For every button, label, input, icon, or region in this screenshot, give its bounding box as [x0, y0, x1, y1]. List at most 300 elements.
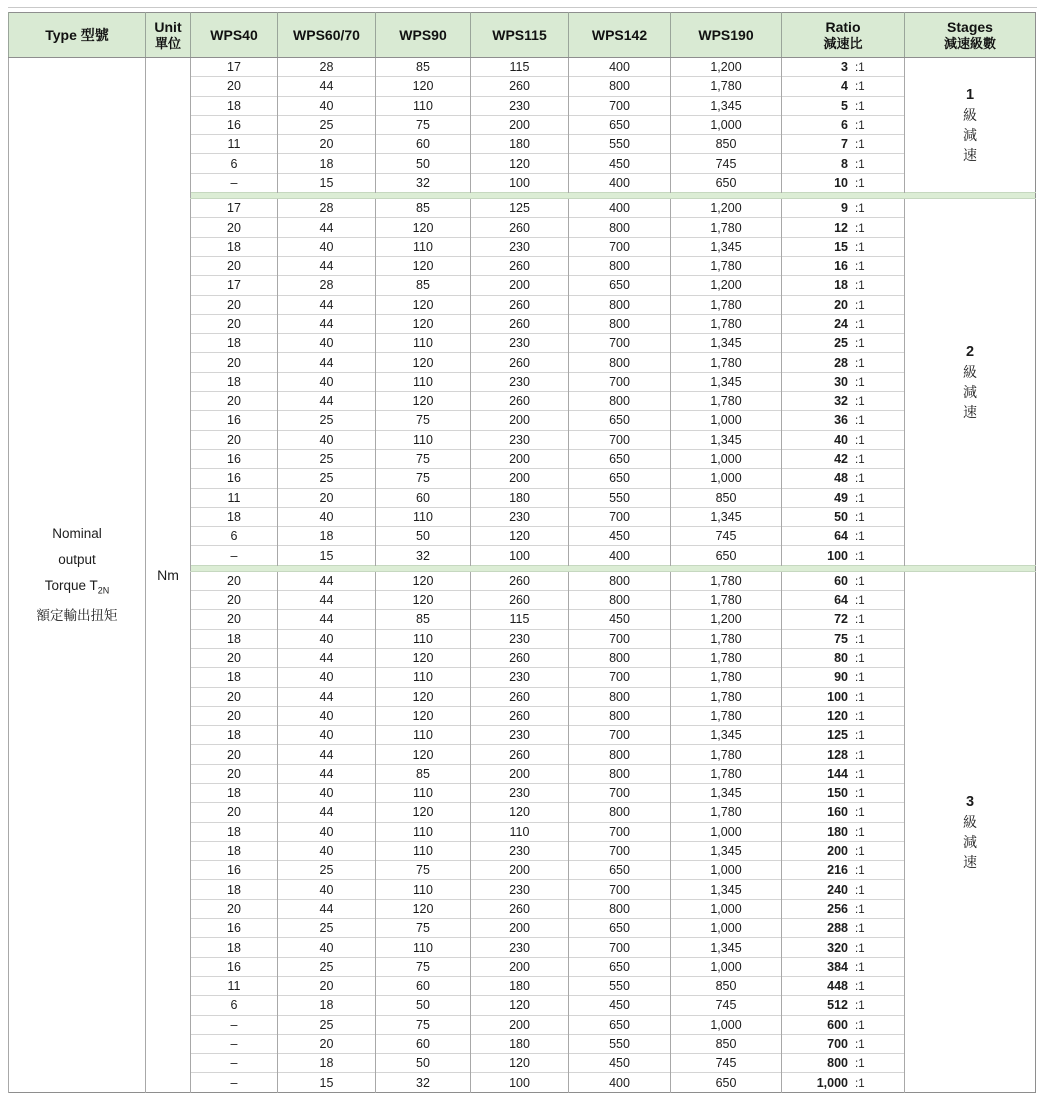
- ratio-value: 25: [834, 336, 848, 351]
- cell-wps40: 16: [191, 449, 278, 468]
- stage-char: 減: [963, 833, 977, 850]
- cell-wps60-70: 40: [278, 430, 376, 449]
- cell-wps90: 75: [376, 861, 471, 880]
- cell-wps40: 16: [191, 957, 278, 976]
- cell-wps142: 650: [569, 469, 671, 488]
- cell-wps142: 450: [569, 610, 671, 629]
- cell-ratio: [782, 745, 905, 764]
- cell-wps60-70: 15: [278, 173, 376, 192]
- cell-wps60-70: 40: [278, 96, 376, 115]
- cell-wps142: 450: [569, 154, 671, 173]
- cell-ratio: [782, 822, 905, 841]
- cell-wps190: 1,345: [671, 430, 782, 449]
- cell-ratio: [782, 392, 905, 411]
- cell-wps142: 800: [569, 353, 671, 372]
- cell-wps40: 16: [191, 411, 278, 430]
- cell-wps115: 200: [471, 411, 569, 430]
- cell-wps142: 800: [569, 314, 671, 333]
- ratio-suffix: :1: [855, 81, 865, 94]
- cell-wps40: 20: [191, 899, 278, 918]
- cell-wps40: 20: [191, 353, 278, 372]
- ratio-value: 9: [841, 201, 848, 216]
- cell-wps60-70: 44: [278, 392, 376, 411]
- ratio-suffix: :1: [855, 749, 865, 762]
- cell-wps190: 1,780: [671, 687, 782, 706]
- cell-wps90: 120: [376, 899, 471, 918]
- cell-wps142: 700: [569, 726, 671, 745]
- cell-wps90: 110: [376, 507, 471, 526]
- cell-wps60-70: 28: [278, 276, 376, 295]
- cell-ratio: [782, 115, 905, 134]
- cell-wps40: 18: [191, 668, 278, 687]
- cell-wps60-70: 40: [278, 237, 376, 256]
- ratio-value: 24: [834, 317, 848, 331]
- cell-ratio: [782, 648, 905, 667]
- cell-wps115: 260: [471, 899, 569, 918]
- ratio-suffix: :1: [855, 768, 865, 781]
- cell-wps60-70: 25: [278, 411, 376, 430]
- cell-wps115: 260: [471, 571, 569, 590]
- cell-ratio: [782, 919, 905, 938]
- ratio-suffix: :1: [855, 614, 865, 627]
- cell-wps90: 120: [376, 295, 471, 314]
- ratio-value: 80: [834, 651, 848, 666]
- column-header-wps90-label: WPS90: [399, 26, 447, 43]
- cell-wps40: 18: [191, 334, 278, 353]
- cell-wps142: 800: [569, 571, 671, 590]
- cell-wps142: 400: [569, 173, 671, 192]
- cell-wps142: 650: [569, 957, 671, 976]
- cell-wps142: 800: [569, 687, 671, 706]
- cell-wps142: 400: [569, 546, 671, 565]
- cell-wps60-70: 25: [278, 1015, 376, 1034]
- cell-wps142: 650: [569, 919, 671, 938]
- cell-wps190: 1,200: [671, 276, 782, 295]
- cell-wps40: –: [191, 1015, 278, 1034]
- stage-char: 速: [963, 403, 977, 420]
- cell-wps190: 1,200: [671, 58, 782, 77]
- cell-ratio: [782, 571, 905, 590]
- cell-wps60-70: 40: [278, 334, 376, 353]
- ratio-value: 28: [834, 355, 848, 370]
- ratio-suffix: :1: [855, 981, 865, 994]
- ratio-suffix: :1: [855, 511, 865, 524]
- cell-wps142: 650: [569, 115, 671, 134]
- cell-wps142: 800: [569, 745, 671, 764]
- stage-cell-2: [905, 199, 1036, 566]
- cell-wps60-70: 44: [278, 687, 376, 706]
- cell-wps60-70: 18: [278, 996, 376, 1015]
- column-header-wps60-70: [278, 13, 376, 58]
- cell-wps90: 75: [376, 469, 471, 488]
- cell-ratio: [782, 938, 905, 957]
- cell-wps142: 650: [569, 861, 671, 880]
- ratio-suffix: :1: [855, 865, 865, 878]
- cell-ratio: [782, 546, 905, 565]
- cell-wps115: 180: [471, 488, 569, 507]
- ratio-value: 800: [827, 1056, 848, 1071]
- cell-wps90: 85: [376, 199, 471, 218]
- cell-wps190: 850: [671, 1034, 782, 1053]
- ratio-suffix: :1: [855, 1038, 865, 1051]
- cell-wps115: 260: [471, 392, 569, 411]
- cell-wps40: 18: [191, 938, 278, 957]
- ratio-suffix: :1: [855, 788, 865, 801]
- cell-ratio: [782, 591, 905, 610]
- cell-wps60-70: 28: [278, 199, 376, 218]
- ratio-value: 512: [827, 998, 848, 1013]
- cell-wps190: 1,780: [671, 668, 782, 687]
- cell-wps40: 20: [191, 706, 278, 725]
- cell-wps115: 260: [471, 218, 569, 237]
- cell-wps90: 60: [376, 135, 471, 154]
- cell-wps90: 120: [376, 571, 471, 590]
- ratio-value: 50: [834, 509, 848, 524]
- cell-wps60-70: 20: [278, 488, 376, 507]
- ratio-suffix: :1: [855, 903, 865, 916]
- ratio-suffix: :1: [855, 884, 865, 897]
- ratio-value: 12: [834, 220, 848, 235]
- ratio-value: 42: [834, 452, 848, 467]
- cell-wps142: 650: [569, 411, 671, 430]
- cell-wps60-70: 15: [278, 1073, 376, 1092]
- cell-wps190: 850: [671, 135, 782, 154]
- cell-ratio: [782, 449, 905, 468]
- cell-wps40: –: [191, 173, 278, 192]
- column-header-ratio-label-zh: 減速比: [823, 35, 863, 51]
- cell-wps115: 200: [471, 919, 569, 938]
- ratio-suffix: :1: [855, 942, 865, 955]
- cell-wps60-70: 25: [278, 919, 376, 938]
- cell-ratio: [782, 629, 905, 648]
- cell-wps40: 18: [191, 629, 278, 648]
- cell-wps142: 650: [569, 1015, 671, 1034]
- cell-wps90: 110: [376, 726, 471, 745]
- ratio-suffix: :1: [855, 653, 865, 666]
- cell-wps90: 120: [376, 648, 471, 667]
- cell-wps40: 18: [191, 880, 278, 899]
- ratio-suffix: :1: [855, 1077, 865, 1090]
- cell-wps60-70: 15: [278, 546, 376, 565]
- cell-wps40: 20: [191, 591, 278, 610]
- ratio-suffix: :1: [855, 454, 865, 467]
- ratio-suffix: :1: [855, 62, 865, 75]
- cell-wps40: –: [191, 1054, 278, 1073]
- cell-wps142: 550: [569, 488, 671, 507]
- cell-wps40: 20: [191, 764, 278, 783]
- cell-wps142: 700: [569, 430, 671, 449]
- ratio-suffix: :1: [855, 280, 865, 293]
- cell-wps60-70: 44: [278, 899, 376, 918]
- row-header-nominal-output-torque: [9, 58, 146, 1093]
- cell-wps60-70: 18: [278, 154, 376, 173]
- ratio-suffix: :1: [855, 730, 865, 743]
- ratio-value: 100: [827, 689, 848, 704]
- cell-wps60-70: 25: [278, 957, 376, 976]
- ratio-suffix: :1: [855, 923, 865, 936]
- ratio-suffix: :1: [855, 299, 865, 312]
- cell-wps90: 50: [376, 527, 471, 546]
- cell-wps142: 800: [569, 764, 671, 783]
- ratio-suffix: :1: [855, 550, 865, 563]
- ratio-value: 256: [827, 901, 848, 916]
- cell-wps90: 120: [376, 706, 471, 725]
- cell-wps90: 85: [376, 58, 471, 77]
- column-header-wps190-label: WPS190: [698, 26, 754, 43]
- cell-wps40: 17: [191, 276, 278, 295]
- cell-wps115: 230: [471, 938, 569, 957]
- cell-wps90: 85: [376, 764, 471, 783]
- cell-wps142: 800: [569, 706, 671, 725]
- cell-wps190: 1,345: [671, 726, 782, 745]
- ratio-value: 20: [834, 297, 848, 312]
- ratio-value: 60: [834, 573, 848, 588]
- cell-wps115: 260: [471, 687, 569, 706]
- stage-char: 級: [963, 363, 977, 380]
- ratio-value: 4: [841, 79, 848, 94]
- cell-ratio: [782, 610, 905, 629]
- cell-wps142: 800: [569, 803, 671, 822]
- ratio-value: 40: [834, 432, 848, 447]
- cell-wps115: 120: [471, 1054, 569, 1073]
- cell-wps190: 1,200: [671, 610, 782, 629]
- cell-wps190: 1,000: [671, 1015, 782, 1034]
- cell-ratio: [782, 372, 905, 391]
- cell-wps90: 110: [376, 96, 471, 115]
- ratio-suffix: :1: [855, 473, 865, 486]
- cell-wps115: 200: [471, 1015, 569, 1034]
- cell-wps40: 16: [191, 469, 278, 488]
- cell-wps60-70: 40: [278, 629, 376, 648]
- cell-wps142: 700: [569, 237, 671, 256]
- cell-wps90: 85: [376, 276, 471, 295]
- cell-wps40: 20: [191, 295, 278, 314]
- cell-wps90: 60: [376, 1034, 471, 1053]
- cell-wps90: 110: [376, 822, 471, 841]
- cell-wps90: 120: [376, 77, 471, 96]
- cell-wps90: 75: [376, 115, 471, 134]
- ratio-suffix: :1: [855, 415, 865, 428]
- cell-wps142: 800: [569, 295, 671, 314]
- column-header-wps115: [471, 13, 569, 58]
- cell-ratio: [782, 488, 905, 507]
- cell-wps190: 1,780: [671, 392, 782, 411]
- cell-wps190: 1,780: [671, 629, 782, 648]
- cell-wps40: 17: [191, 58, 278, 77]
- cell-wps60-70: 18: [278, 1054, 376, 1073]
- cell-wps40: 17: [191, 199, 278, 218]
- cell-wps115: 200: [471, 276, 569, 295]
- cell-wps90: 75: [376, 411, 471, 430]
- cell-ratio: [782, 899, 905, 918]
- cell-wps190: 850: [671, 976, 782, 995]
- cell-wps60-70: 44: [278, 295, 376, 314]
- column-header-wps190: [671, 13, 782, 58]
- cell-wps40: 20: [191, 77, 278, 96]
- column-header-stages: [905, 13, 1036, 58]
- ratio-value: 10: [834, 175, 848, 190]
- ratio-suffix: :1: [855, 434, 865, 447]
- cell-wps40: 18: [191, 726, 278, 745]
- ratio-value: 600: [827, 1017, 848, 1032]
- cell-wps142: 700: [569, 783, 671, 802]
- cell-wps115: 180: [471, 135, 569, 154]
- cell-ratio: [782, 957, 905, 976]
- cell-wps60-70: 40: [278, 372, 376, 391]
- column-header-wps40: [191, 13, 278, 58]
- ratio-value: 216: [827, 863, 848, 878]
- cell-wps115: 260: [471, 353, 569, 372]
- cell-wps115: 230: [471, 629, 569, 648]
- cell-wps115: 100: [471, 546, 569, 565]
- cell-wps142: 650: [569, 276, 671, 295]
- cell-wps190: 1,345: [671, 783, 782, 802]
- ratio-value: 240: [827, 882, 848, 897]
- ratio-value: 150: [827, 786, 848, 801]
- cell-ratio: [782, 687, 905, 706]
- cell-ratio: [782, 199, 905, 218]
- cell-wps90: 60: [376, 976, 471, 995]
- cell-wps142: 450: [569, 1054, 671, 1073]
- cell-ratio: [782, 668, 905, 687]
- ratio-value: 448: [827, 979, 848, 994]
- cell-wps90: 120: [376, 745, 471, 764]
- ratio-suffix: :1: [855, 139, 865, 152]
- cell-wps60-70: 40: [278, 726, 376, 745]
- cell-wps190: 1,345: [671, 507, 782, 526]
- cell-wps190: 1,780: [671, 764, 782, 783]
- cell-wps40: 20: [191, 314, 278, 333]
- cell-wps142: 550: [569, 135, 671, 154]
- ratio-value: 64: [834, 529, 848, 544]
- cell-wps60-70: 18: [278, 527, 376, 546]
- row-header-line: output: [58, 551, 96, 567]
- ratio-value: 16: [834, 259, 848, 274]
- cell-wps60-70: 25: [278, 449, 376, 468]
- column-header-wps142: [569, 13, 671, 58]
- cell-wps115: 230: [471, 668, 569, 687]
- cell-wps90: 60: [376, 488, 471, 507]
- cell-wps190: 650: [671, 173, 782, 192]
- cell-wps115: 230: [471, 372, 569, 391]
- stage-char: 速: [963, 853, 977, 870]
- cell-wps60-70: 40: [278, 841, 376, 860]
- cell-ratio: [782, 1034, 905, 1053]
- ratio-suffix: :1: [855, 575, 865, 588]
- ratio-value: 5: [841, 98, 848, 113]
- ratio-suffix: :1: [855, 100, 865, 113]
- cell-wps40: 16: [191, 115, 278, 134]
- stage-char: 級: [963, 107, 977, 124]
- cell-wps40: 20: [191, 430, 278, 449]
- cell-wps90: 110: [376, 668, 471, 687]
- cell-wps190: 745: [671, 527, 782, 546]
- column-header-type: [9, 13, 146, 58]
- cell-wps142: 700: [569, 96, 671, 115]
- cell-wps60-70: 44: [278, 353, 376, 372]
- cell-wps190: 745: [671, 996, 782, 1015]
- cell-wps115: 110: [471, 822, 569, 841]
- cell-ratio: [782, 276, 905, 295]
- ratio-suffix: :1: [855, 846, 865, 859]
- ratio-value: 6: [841, 118, 848, 133]
- cell-wps190: 1,780: [671, 571, 782, 590]
- cell-wps115: 120: [471, 996, 569, 1015]
- cell-wps60-70: 44: [278, 610, 376, 629]
- ratio-value: 48: [834, 471, 848, 486]
- cell-wps90: 110: [376, 237, 471, 256]
- cell-wps115: 120: [471, 803, 569, 822]
- ratio-suffix: :1: [855, 531, 865, 544]
- cell-wps90: 110: [376, 430, 471, 449]
- cell-ratio: [782, 353, 905, 372]
- cell-wps60-70: 25: [278, 469, 376, 488]
- cell-wps190: 1,000: [671, 469, 782, 488]
- cell-wps60-70: 40: [278, 507, 376, 526]
- cell-wps115: 230: [471, 726, 569, 745]
- cell-wps60-70: 44: [278, 256, 376, 275]
- cell-wps115: 260: [471, 706, 569, 725]
- cell-ratio: [782, 334, 905, 353]
- ratio-suffix: :1: [855, 222, 865, 235]
- column-header-unit: [146, 13, 191, 58]
- cell-wps90: 110: [376, 629, 471, 648]
- cell-wps40: 20: [191, 256, 278, 275]
- ratio-value: 90: [834, 670, 848, 685]
- cell-wps190: 1,345: [671, 334, 782, 353]
- cell-wps40: 6: [191, 527, 278, 546]
- column-header-unit-label: Unit: [154, 18, 182, 35]
- ratio-suffix: :1: [855, 261, 865, 274]
- ratio-value: 7: [841, 137, 848, 152]
- header-row: [9, 13, 1036, 58]
- cell-wps190: 1,000: [671, 115, 782, 134]
- cell-wps190: 1,000: [671, 449, 782, 468]
- cell-wps142: 700: [569, 938, 671, 957]
- ratio-value: 180: [827, 824, 848, 839]
- cell-ratio: [782, 841, 905, 860]
- cell-wps115: 200: [471, 861, 569, 880]
- cell-wps60-70: 40: [278, 783, 376, 802]
- cell-wps190: 1,780: [671, 353, 782, 372]
- column-header-type-label: Type 型號: [45, 26, 109, 43]
- cell-wps190: 1,780: [671, 648, 782, 667]
- cell-ratio: [782, 96, 905, 115]
- cell-wps115: 230: [471, 334, 569, 353]
- cell-wps142: 800: [569, 218, 671, 237]
- spec-table: [8, 12, 1036, 1093]
- cell-wps90: 75: [376, 449, 471, 468]
- ratio-value: 144: [827, 766, 848, 781]
- cell-wps115: 260: [471, 77, 569, 96]
- cell-wps190: 1,780: [671, 706, 782, 725]
- ratio-suffix: :1: [855, 595, 865, 608]
- ratio-value: 1,000: [816, 1075, 848, 1090]
- cell-wps190: 1,345: [671, 237, 782, 256]
- ratio-suffix: :1: [855, 961, 865, 974]
- stage-cell-3: [905, 571, 1036, 1092]
- cell-wps40: 20: [191, 745, 278, 764]
- cell-wps142: 400: [569, 1073, 671, 1092]
- ratio-value: 8: [841, 156, 848, 171]
- cell-wps40: 20: [191, 218, 278, 237]
- cell-ratio: [782, 527, 905, 546]
- cell-wps190: 1,345: [671, 880, 782, 899]
- column-header-stages-label-zh: 減速級數: [943, 35, 996, 51]
- cell-wps40: 18: [191, 96, 278, 115]
- cell-wps190: 745: [671, 154, 782, 173]
- cell-wps90: 50: [376, 996, 471, 1015]
